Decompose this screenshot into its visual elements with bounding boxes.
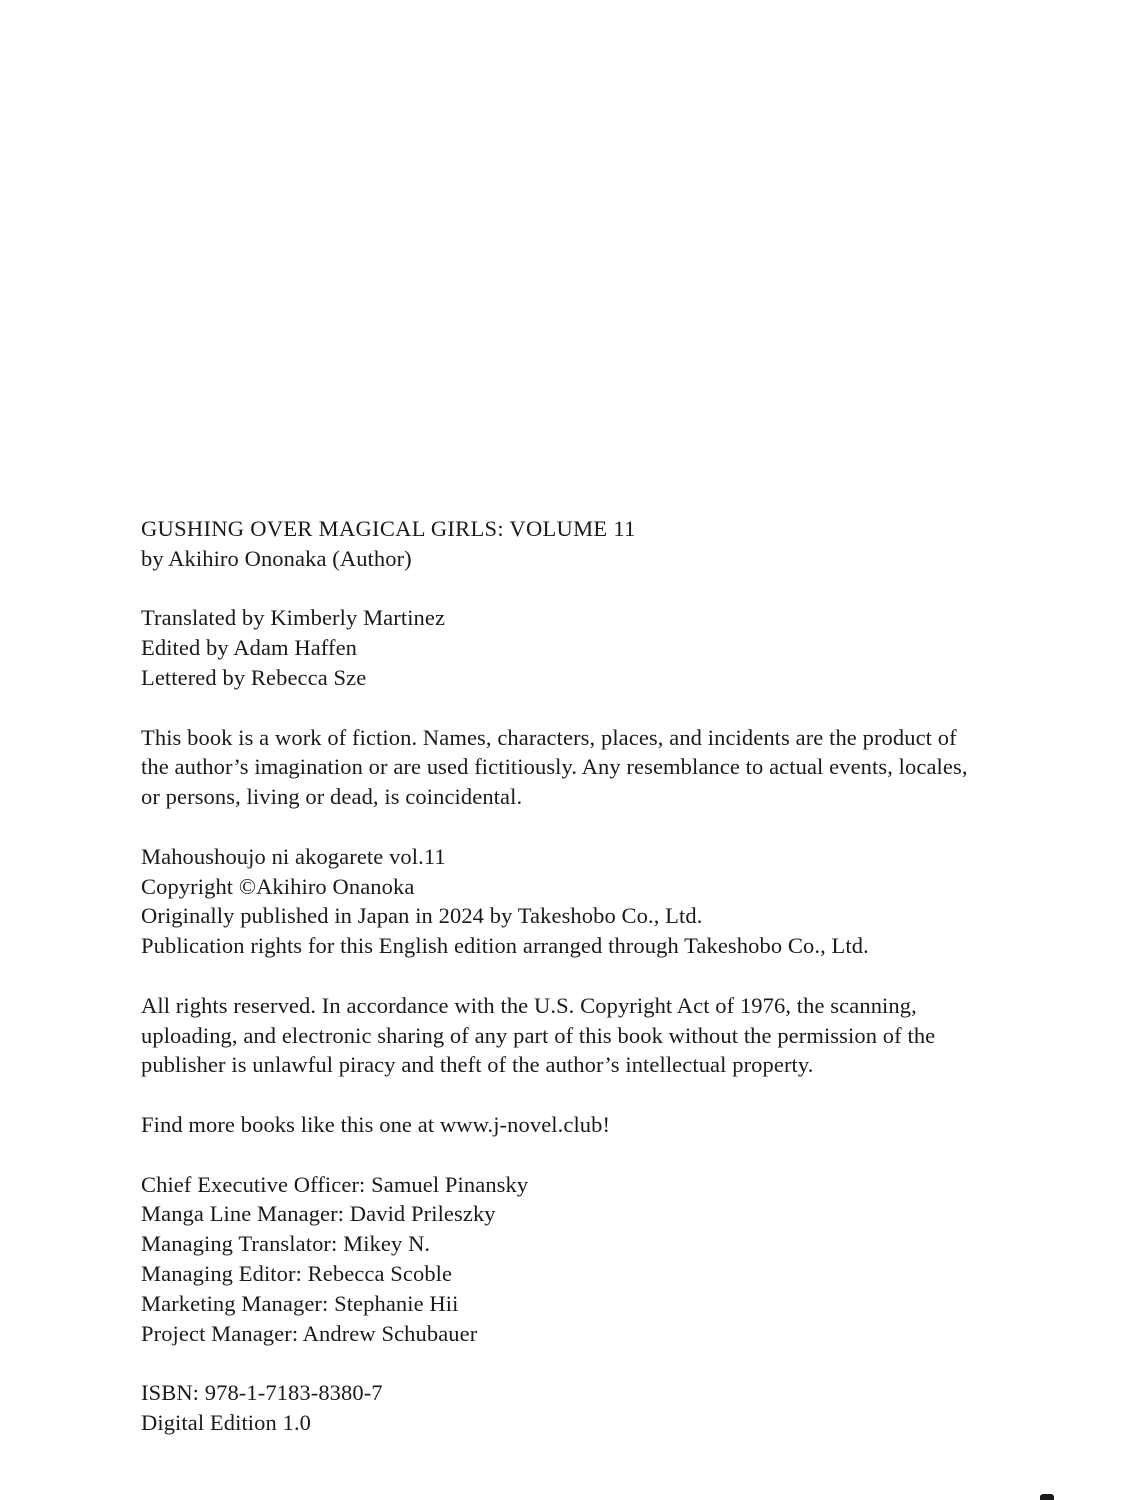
disclaimer-line: the author’s imagination or are used fictitiously. Any resemblance to actual events, locales, bbox=[141, 754, 968, 780]
rights-block bbox=[141, 991, 1061, 1080]
staff-block bbox=[141, 1170, 1061, 1349]
staff-manga-line-manager: Manga Line Manager: David Prileszky bbox=[141, 1201, 496, 1227]
edition-block bbox=[141, 1378, 1061, 1438]
original-copyright: Copyright ©Akihiro Onanoka bbox=[141, 873, 415, 899]
english-rights: Publication rights for this English edition arranged through Takeshobo Co., Ltd. bbox=[141, 933, 869, 959]
digital-edition: Digital Edition 1.0 bbox=[141, 1409, 312, 1435]
book-title: GUSHING OVER MAGICAL GIRLS: VOLUME 11 bbox=[141, 516, 636, 541]
credit-letterer: Lettered by Rebecca Sze bbox=[141, 664, 367, 690]
isbn: ISBN: 978-1-7183-8380-7 bbox=[141, 1380, 383, 1406]
promo-text: Find more books like this one at www.j-novel.club! bbox=[141, 1111, 611, 1137]
staff-ceo: Chief Executive Officer: Samuel Pinansky bbox=[141, 1171, 529, 1197]
rights-line: All rights reserved. In accordance with the U.S. Copyright Act of 1976, the scanning, bbox=[141, 992, 917, 1018]
credit-editor: Edited by Adam Haffen bbox=[141, 635, 358, 661]
copyright-page bbox=[141, 514, 1061, 1438]
original-edition-block bbox=[141, 842, 1061, 961]
title-block bbox=[141, 514, 1061, 574]
page-edge-mark bbox=[1040, 1494, 1054, 1500]
staff-project-manager: Project Manager: Andrew Schubauer bbox=[141, 1320, 478, 1346]
rights-line: publisher is unlawful piracy and theft of the author’s intellectual property. bbox=[141, 1052, 814, 1078]
disclaimer-line: or persons, living or dead, is coincidental. bbox=[141, 784, 523, 810]
original-title: Mahoushoujo ni akogarete vol.11 bbox=[141, 843, 446, 869]
credit-translator: Translated by Kimberly Martinez bbox=[141, 605, 446, 631]
fiction-disclaimer bbox=[141, 723, 1061, 812]
staff-marketing-manager: Marketing Manager: Stephanie Hii bbox=[141, 1290, 459, 1316]
promo-block bbox=[141, 1110, 1061, 1140]
staff-managing-editor: Managing Editor: Rebecca Scoble bbox=[141, 1260, 453, 1286]
disclaimer-line: This book is a work of fiction. Names, characters, places, and incidents are the product of bbox=[141, 724, 957, 750]
book-author: by Akihiro Ononaka (Author) bbox=[141, 545, 412, 571]
staff-managing-translator: Managing Translator: Mikey N. bbox=[141, 1231, 431, 1257]
original-publication: Originally published in Japan in 2024 by Takeshobo Co., Ltd. bbox=[141, 903, 703, 929]
rights-line: uploading, and electronic sharing of any part of this book without the permission of the bbox=[141, 1022, 936, 1048]
credits-block bbox=[141, 603, 1061, 692]
